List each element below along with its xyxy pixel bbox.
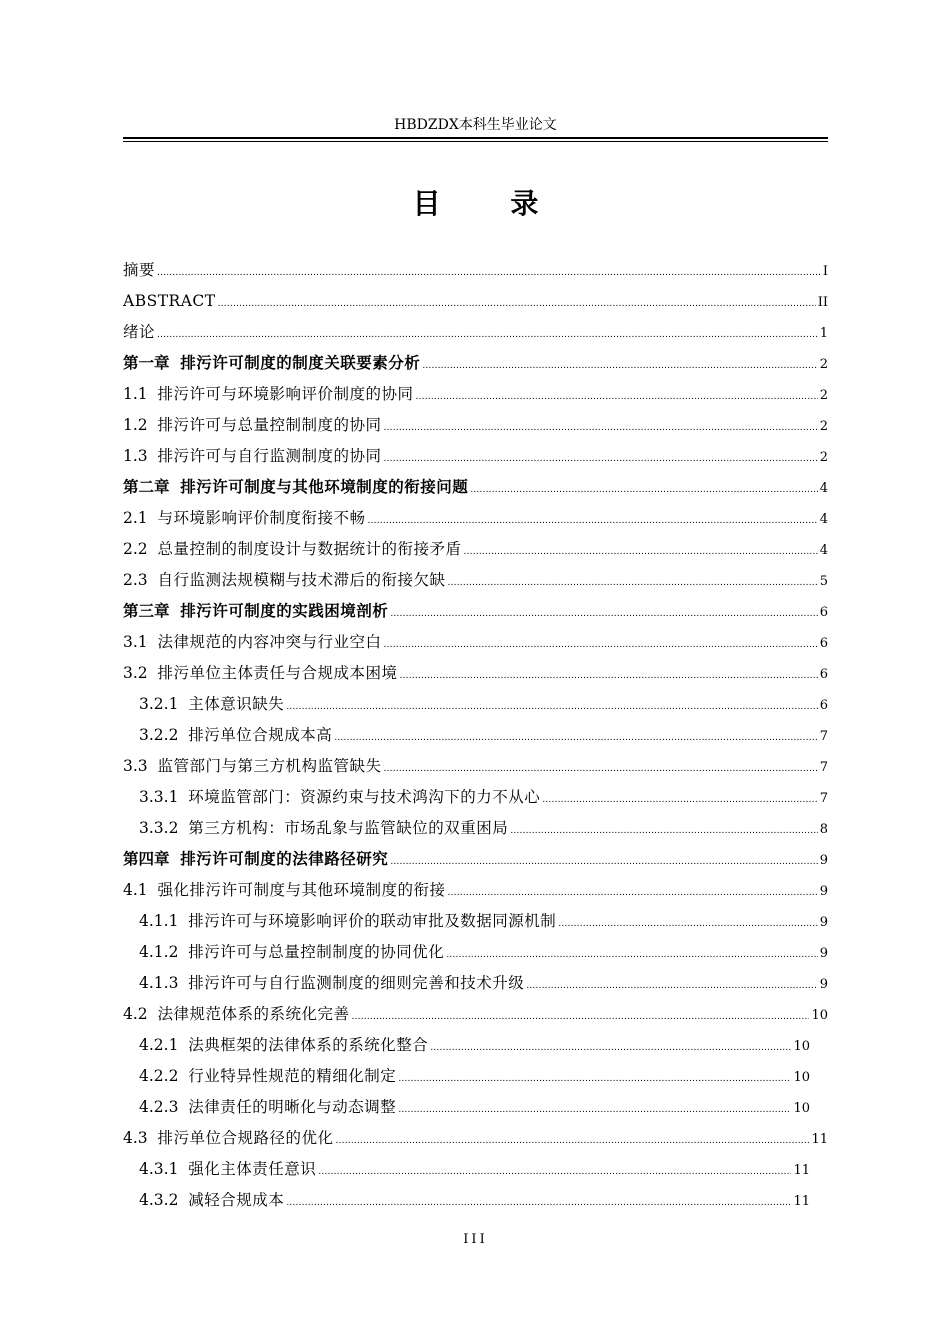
toc-entry-page: 6 (819, 698, 828, 713)
toc-entry-label: 排污许可与总量控制制度的协同 (157, 416, 382, 434)
toc-entry-subsection-4-1-2[interactable] (123, 937, 828, 968)
toc-entry-page: 11 (793, 1163, 810, 1178)
toc-entry-page: I (822, 264, 828, 279)
toc-entry-page: 6 (819, 667, 828, 682)
toc-entry-number: 4.1 (123, 881, 158, 899)
toc-entry-label: 第三方机构：市场乱象与监管缺位的双重困局 (188, 819, 509, 837)
toc-entry-page: 9 (819, 946, 828, 961)
toc-dot-leader (390, 847, 817, 878)
toc-entry-label: 与环境影响评价制度衔接不畅 (157, 509, 366, 527)
toc-entry-introduction[interactable] (123, 317, 828, 348)
toc-entry-section-2-1[interactable] (123, 503, 828, 534)
toc-entry-number: 4.1.3 (139, 974, 189, 992)
toc-dot-leader (384, 754, 818, 785)
table-of-contents (123, 255, 828, 1216)
toc-entry-page: 10 (793, 1101, 810, 1116)
toc-entry-section-2-2[interactable] (123, 534, 828, 565)
toc-entry-label: 排污许可制度的制度关联要素分析 (180, 354, 421, 372)
toc-entry-label: 排污单位合规路径的优化 (157, 1129, 334, 1147)
toc-dot-leader (286, 692, 817, 723)
toc-entry-page: 9 (819, 977, 828, 992)
toc-dot-leader (334, 723, 817, 754)
toc-entry-number: 4.1.2 (139, 943, 189, 961)
toc-entry-label: 排污单位合规成本高 (188, 726, 333, 744)
toc-entry-page: 7 (819, 791, 828, 806)
toc-entry-subsection-3-2-1[interactable] (123, 689, 828, 720)
toc-entry-number: 第三章 (123, 602, 181, 620)
toc-entry-page: 11 (811, 1132, 828, 1147)
toc-entry-label: 强化排污许可制度与其他环境制度的衔接 (157, 881, 446, 899)
toc-entry-label: 环境监管部门：资源约束与技术鸿沟下的力不从心 (188, 788, 541, 806)
toc-entry-number: 第二章 (123, 478, 181, 496)
toc-entry-subsection-4-2-1[interactable] (123, 1030, 828, 1061)
toc-dot-leader (510, 816, 817, 847)
toc-dot-leader (336, 1126, 810, 1157)
toc-entry-page: 10 (793, 1039, 810, 1054)
toc-entry-number: 3.2.1 (139, 695, 189, 713)
toc-entry-label: 排污许可与环境影响评价制度的协同 (157, 385, 414, 403)
toc-entry-number: 3.1 (123, 633, 158, 651)
toc-entry-label: 排污许可与自行监测制度的细则完善和技术升级 (188, 974, 525, 992)
toc-entry-page: II (817, 295, 828, 310)
toc-entry-number: 2.1 (123, 509, 158, 527)
toc-entry-section-4-1[interactable] (123, 875, 828, 906)
toc-dot-leader (384, 444, 818, 475)
toc-entry-abstract-cn[interactable] (123, 255, 828, 286)
toc-dot-leader (430, 1033, 791, 1064)
toc-entry-label: 排污许可与自行监测制度的协同 (157, 447, 382, 465)
toc-dot-leader (390, 599, 817, 630)
toc-entry-label: 强化主体责任意识 (188, 1160, 317, 1178)
header-rule-thin (123, 141, 828, 142)
toc-entry-label: ABSTRACT (123, 292, 216, 310)
toc-dot-leader (318, 1157, 791, 1188)
toc-entry-subsection-4-2-2[interactable] (123, 1061, 828, 1092)
toc-entry-label: 行业特异性规范的精细化制定 (188, 1067, 397, 1085)
toc-entry-page: 2 (819, 419, 828, 434)
toc-dot-leader (352, 1002, 810, 1033)
toc-entry-section-4-3[interactable] (123, 1123, 828, 1154)
toc-entry-page: 4 (819, 481, 828, 496)
toc-dot-leader (157, 320, 818, 351)
toc-entry-number: 4.3.2 (139, 1191, 189, 1209)
toc-entry-section-1-3[interactable] (123, 441, 828, 472)
toc-dot-leader (464, 537, 818, 568)
toc-dot-leader (470, 475, 817, 506)
toc-entry-label: 摘要 (123, 261, 156, 279)
toc-entry-label: 排污单位主体责任与合规成本困境 (157, 664, 398, 682)
toc-entry-number: 4.2.3 (139, 1098, 189, 1116)
toc-entry-label: 排污许可与环境影响评价的联动审批及数据同源机制 (188, 912, 557, 930)
toc-dot-leader (448, 878, 818, 909)
toc-entry-page: 9 (819, 884, 828, 899)
toc-dot-leader (368, 506, 818, 537)
toc-dot-leader (400, 661, 818, 692)
toc-entry-number: 4.2.1 (139, 1036, 189, 1054)
toc-entry-page: 2 (819, 357, 828, 372)
toc-entry-number: 3.3.2 (139, 819, 189, 837)
toc-entry-page: 10 (811, 1008, 828, 1023)
toc-entry-page: 4 (819, 543, 828, 558)
toc-entry-page: 2 (819, 450, 828, 465)
toc-entry-label: 自行监测法规模糊与技术滞后的衔接欠缺 (157, 571, 446, 589)
running-header: HBDZDX本科生毕业论文 (394, 117, 557, 133)
toc-entry-number: 4.2 (123, 1005, 158, 1023)
toc-entry-subsection-4-1-1[interactable] (123, 906, 828, 937)
toc-entry-number: 1.2 (123, 416, 158, 434)
toc-entry-subsection-4-1-3[interactable] (123, 968, 828, 999)
toc-entry-page: 7 (819, 760, 828, 775)
toc-entry-page: 10 (793, 1070, 810, 1085)
toc-entry-label: 法律规范的内容冲突与行业空白 (157, 633, 382, 651)
toc-entry-label: 排污许可与总量控制制度的协同优化 (188, 943, 445, 961)
toc-dot-leader (558, 909, 817, 940)
toc-entry-page: 6 (819, 636, 828, 651)
toc-entry-label: 法律规范体系的系统化完善 (157, 1005, 350, 1023)
toc-entry-chapter-3[interactable] (123, 596, 828, 627)
toc-entry-section-3-3[interactable] (123, 751, 828, 782)
toc-entry-label: 减轻合规成本 (188, 1191, 285, 1209)
toc-entry-page: 5 (819, 574, 828, 589)
toc-entry-page: 1 (819, 326, 828, 341)
toc-entry-label: 排污许可制度的法律路径研究 (180, 850, 389, 868)
toc-entry-number: 2.3 (123, 571, 158, 589)
toc-entry-page: 7 (819, 729, 828, 744)
toc-entry-subsection-4-3-1[interactable] (123, 1154, 828, 1185)
toc-entry-label: 总量控制的制度设计与数据统计的衔接矛盾 (157, 540, 462, 558)
toc-entry-number: 1.1 (123, 385, 158, 403)
toc-entry-number: 3.2 (123, 664, 158, 682)
toc-entry-page: 4 (819, 512, 828, 527)
toc-dot-leader (542, 785, 817, 816)
toc-dot-leader (422, 351, 817, 382)
toc-dot-leader (526, 971, 817, 1002)
header-rule-thick (123, 137, 828, 139)
page-number: III (463, 1232, 488, 1247)
toc-entry-number: 第一章 (123, 354, 181, 372)
toc-entry-number: 4.3 (123, 1129, 158, 1147)
toc-dot-leader (157, 258, 821, 289)
toc-entry-section-1-2[interactable] (123, 410, 828, 441)
toc-entry-label: 法典框架的法律体系的系统化整合 (188, 1036, 429, 1054)
toc-dot-leader (384, 413, 818, 444)
toc-entry-subsection-4-3-2[interactable] (123, 1185, 828, 1216)
toc-dot-leader (218, 289, 816, 320)
toc-title: 目 录 (412, 187, 569, 220)
toc-dot-leader (398, 1064, 791, 1095)
toc-entry-chapter-1[interactable] (123, 348, 828, 379)
toc-entry-number: 3.3 (123, 757, 158, 775)
toc-entry-subsection-4-2-3[interactable] (123, 1092, 828, 1123)
toc-dot-leader (416, 382, 818, 413)
toc-entry-label: 监管部门与第三方机构监管缺失 (157, 757, 382, 775)
toc-entry-section-1-1[interactable] (123, 379, 828, 410)
toc-entry-section-3-2[interactable] (123, 658, 828, 689)
toc-entry-subsection-3-3-2[interactable] (123, 813, 828, 844)
toc-entry-page: 9 (819, 915, 828, 930)
toc-entry-number: 4.3.1 (139, 1160, 189, 1178)
toc-dot-leader (448, 568, 818, 599)
toc-entry-label: 法律责任的明晰化与动态调整 (188, 1098, 397, 1116)
toc-entry-abstract-en[interactable] (123, 286, 828, 317)
toc-entry-label: 排污许可制度与其他环境制度的衔接问题 (180, 478, 469, 496)
toc-entry-subsection-3-2-2[interactable] (123, 720, 828, 751)
toc-entry-number: 2.2 (123, 540, 158, 558)
toc-dot-leader (384, 630, 818, 661)
toc-entry-label: 排污许可制度的实践困境剖析 (180, 602, 389, 620)
toc-entry-section-3-1[interactable] (123, 627, 828, 658)
toc-entry-label: 主体意识缺失 (188, 695, 285, 713)
toc-entry-page: 9 (819, 853, 828, 868)
toc-entry-number: 4.1.1 (139, 912, 189, 930)
toc-entry-section-4-2[interactable] (123, 999, 828, 1030)
toc-dot-leader (398, 1095, 791, 1126)
toc-entry-section-2-3[interactable] (123, 565, 828, 596)
toc-dot-leader (446, 940, 817, 971)
toc-entry-label: 绪论 (123, 323, 156, 341)
toc-entry-number: 3.3.1 (139, 788, 189, 806)
toc-entry-chapter-4[interactable] (123, 844, 828, 875)
toc-entry-chapter-2[interactable] (123, 472, 828, 503)
toc-entry-page: 2 (819, 388, 828, 403)
toc-entry-page: 6 (819, 605, 828, 620)
toc-entry-page: 11 (793, 1194, 810, 1209)
toc-entry-number: 4.2.2 (139, 1067, 189, 1085)
toc-entry-number: 1.3 (123, 447, 158, 465)
toc-dot-leader (286, 1188, 791, 1219)
toc-entry-page: 8 (819, 822, 828, 837)
toc-entry-number: 3.2.2 (139, 726, 189, 744)
toc-entry-subsection-3-3-1[interactable] (123, 782, 828, 813)
toc-entry-number: 第四章 (123, 850, 181, 868)
